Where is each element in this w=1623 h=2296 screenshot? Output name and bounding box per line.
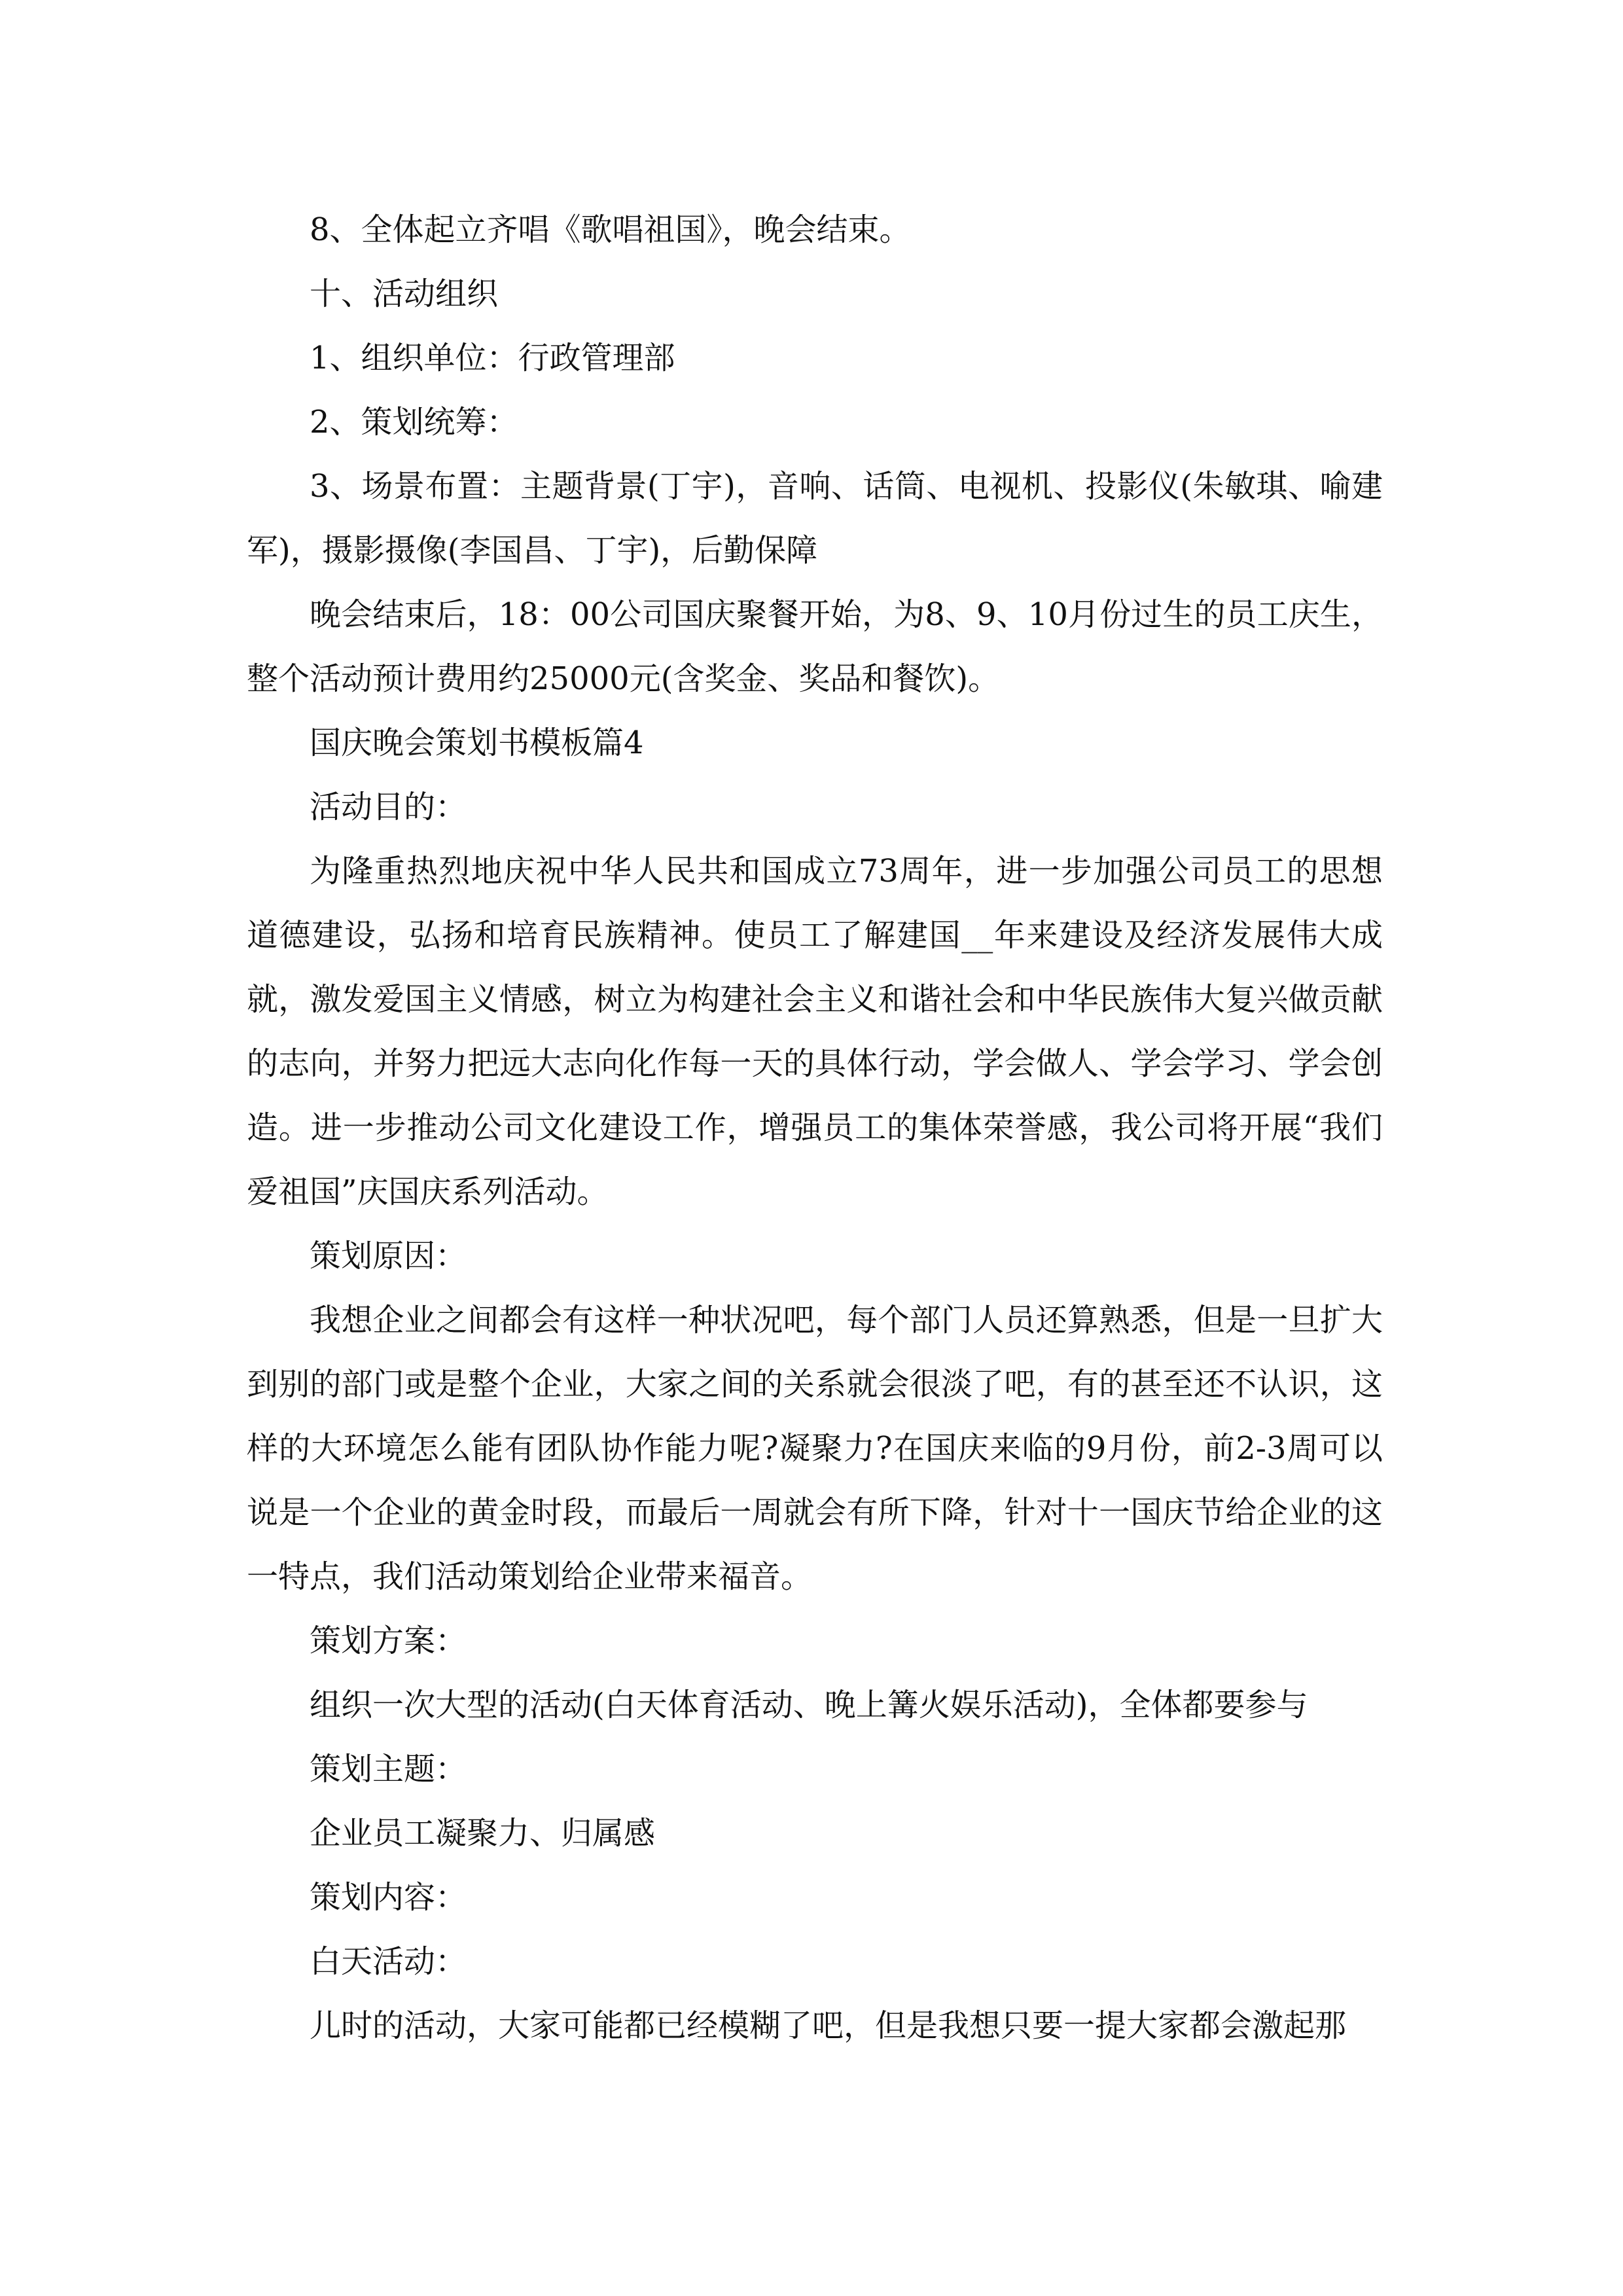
paragraph: 2、策划统筹： [310,404,518,440]
paragraph: 我想企业之间都会有这样一种状况吧，每个部门人员还算熟悉，但是一旦扩大到别的部门或是整个企业，大家之间的关系就会很淡了吧，有的甚至还不认识，这样的大环境怎么能有团队协作能力呢?凝聚力?在国庆来临的9月份，前2-3周可以说是一个企业的黄金时段，而最后一周就会有所下降，针对十一国庆节给企业的这一特点，我们活动策划给企业带来福音。 [247,1302,1383,1595]
paragraph: 为隆重热烈地庆祝中华人民共和国成立73周年，进一步加强公司员工的思想道德建设，弘扬和培育民族精神。使员工了解建国__年来建设及经济发展伟大成就，激发爱国主义情感，树立为构建社会主义和谐社会和中华民族伟大复兴做贡献的志向，并努力把远大志向化作每一天的具体行动，学会做人、学会学习、学会创造。进一步推动公司文化建设工作，增强员工的集体荣誉感，我公司将开展“我们爱祖国”庆国庆系列活动。 [247,853,1383,1210]
paragraph: 晚会结束后，18：00公司国庆聚餐开始，为8、9、10月份过生的员工庆生，整个活动预计费用约25000元(含奖金、奖品和餐饮)。 [247,596,1383,697]
paragraph: 组织一次大型的活动(白天体育活动、晚上篝火娱乐活动)，全体都要参与 [310,1687,1308,1723]
section-heading: 策划内容： [310,1879,467,1916]
section-heading: 十、活动组织 [310,276,499,312]
section-heading: 白天活动： [310,1943,467,1980]
paragraph: 1、组织单位：行政管理部 [310,340,675,376]
article-title: 国庆晚会策划书模板篇4 [310,725,644,761]
section-heading: 活动目的： [310,789,467,825]
paragraph: 8、全体起立齐唱《歌唱祖国》，晚会结束。 [310,211,911,248]
paragraph: 3、场景布置：主题背景(丁宇)，音响、话筒、电视机、投影仪(朱敏琪、喻建军)，摄影摄像(李国昌、丁宇)，后勤保障 [247,468,1383,569]
section-heading: 策划方案： [310,1623,467,1659]
paragraph: 企业员工凝聚力、归属感 [310,1815,656,1852]
paragraph: 儿时的活动，大家可能都已经模糊了吧，但是我想只要一提大家都会激起那 [310,2007,1347,2044]
document-body [247,198,1383,2058]
section-heading: 策划主题： [310,1751,467,1787]
section-heading: 策划原因： [310,1238,467,1274]
